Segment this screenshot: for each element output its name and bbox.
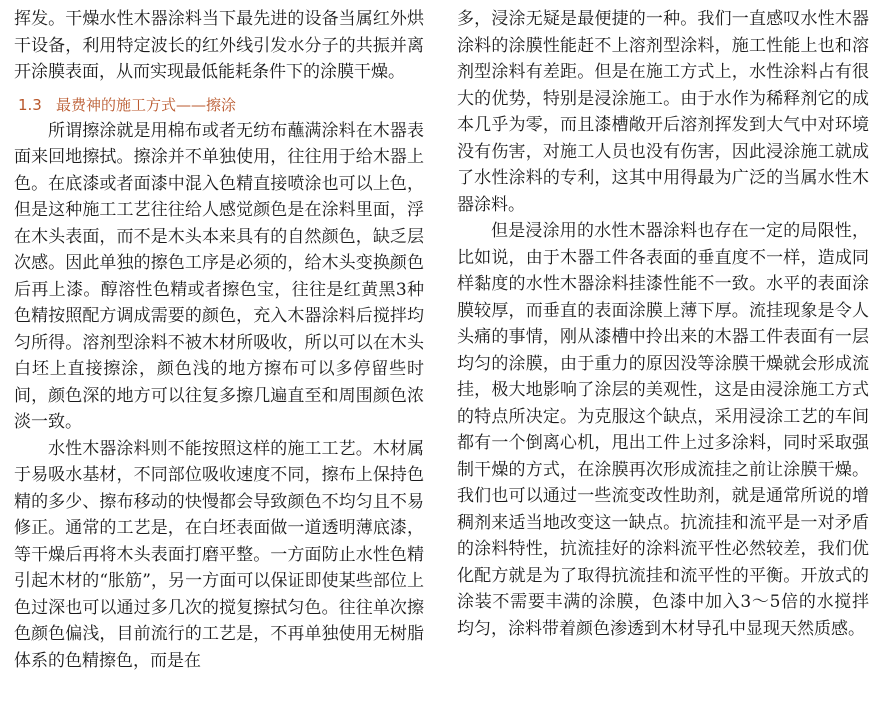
left-paragraph-3: 水性木器涂料则不能按照这样的施工工艺。木材属于易吸水基材，不同部位吸收速度不同，擦布上保持色精的多少、擦布移动的快慢都会导致颜色不均匀且不易修正。通常的工艺是，在白坯表面做一道透明薄底漆，等干燥后再将木头表面打磨平整。一方面防止水性色精引起木材的“胀筋”，另一方面可以保证即使某些部位上色过深也可以通过多几次的搅复擦拭匀色。往往单次擦色颜色偏浅，目前流行的工艺是，不再单独使用无树脂体系的色精擦色，而是在	[14, 438, 424, 671]
left-paragraph-1: 挥发。干燥水性木器涂料当下最先进的设备当属红外烘干设备，利用特定波长的红外线引发水分子的共振并离开涂膜表面，从而实现最低能耗条件下的涂膜干燥。	[14, 9, 424, 82]
right-paragraph-1: 多，浸涂无疑是最便捷的一种。我们一直感叹水性木器涂料的涂膜性能赶不上溶剂型涂料，施工性能上也和溶剂型涂料有差距。但是在施工方式上，水性涂料占有很大的优势，特别是浸涂施工。由于水作为稀释剂它的成本几乎为零，而且漆槽敞开后溶剂挥发到大气中对环境没有伤害，对施工人员也没有伤害，因此浸涂施工就成了水性涂料的专利，这其中用得最为广泛的当属水性木器涂料。	[457, 9, 869, 215]
section-heading	[18, 92, 424, 118]
left-paragraph-2: 所谓擦涂就是用棉布或者无纺布蘸满涂料在木器表面来回地擦拭。擦涂并不单独使用，往往用于给木器上色。在底漆或者面漆中混入色精直接喷涂也可以上色，但是这种施工工艺往往给人感觉颜色是在涂料里面，浮在木头表面，而不是木头本来具有的自然颜色，缺乏层次感。因此单独的擦色工序是必须的，给木头变换颜色后再上漆。醇溶性色精或者擦色宝，往往是红黄黑3种色精按照配方调成需要的颜色，充入木器涂料后搅拌均匀所得。溶剂型涂料不被木材所吸收，所以可以在木头白坯上直接擦涂，颜色浅的地方擦布可以多停留些时间，颜色深的地方可以往复多擦几遍直至和周围颜色浓淡一致。	[14, 120, 424, 432]
right-column	[457, 6, 869, 642]
section-number: 1.3	[18, 95, 42, 114]
right-paragraph-2: 但是浸涂用的水性木器涂料也存在一定的局限性，比如说，由于木器工件各表面的垂直度不一样，造成同样黏度的水性木器涂料挂漆性能不一致。水平的表面涂膜较厚，而垂直的表面涂膜上薄下厚。流挂现象是令人头痛的事情，刚从漆槽中拎出来的木器工件表面有一层均匀的涂膜，由于重力的原因没等涂膜干燥就会形成流挂，极大地影响了涂层的美观性，这是由浸涂施工方式的特点所决定。为克服这个缺点，采用浸涂工艺的车间都有一个倒离心机，甩出工件上过多涂料，同时采取强制干燥的方式，在涂膜再次形成流挂之前让涂膜干燥。我们也可以通过一些流变改性助剂，就是通常所说的增稠剂来适当地改变这一缺点。抗流挂和流平是一对矛盾的涂料特性，抗流挂好的涂料流平性必然较差，我们优化配方就是为了取得抗流挂和流平性的平衡。开放式的涂装不需要丰满的涂膜，色漆中加入3～5倍的水搅拌均匀，涂料带着颜色渗透到木材导孔中显现天然质感。	[457, 221, 869, 639]
left-column	[14, 6, 424, 674]
section-title: 最费神的施工方式——擦涂	[56, 95, 237, 114]
